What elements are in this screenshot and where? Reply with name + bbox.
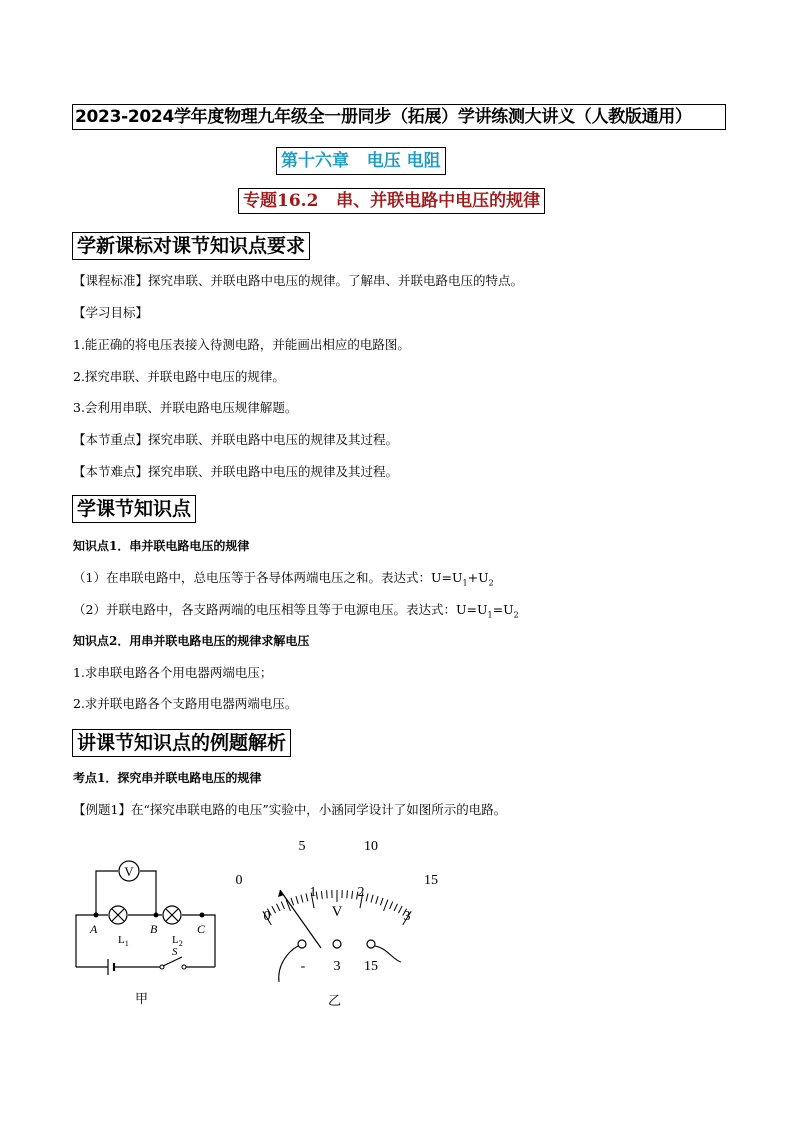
knowledge-point-2-item-2: 2.求并联电路各个支路用电器两端电压。 xyxy=(73,696,298,711)
knowledge-point-1-item-1: （1）在串联电路中，总电压等于各导体两端电压之和。表达式：$U=U_1+U_2$ xyxy=(73,570,494,588)
dial-tick xyxy=(347,890,348,898)
terminal-15 xyxy=(367,940,375,948)
lamp-l1-symbol xyxy=(109,906,127,924)
outer-label-0: 0 xyxy=(235,873,243,888)
dial-tick xyxy=(327,890,328,898)
dial-tick xyxy=(398,906,402,913)
knowledge-point-2-item-1: 1.求串联电路各个用电器两端电压； xyxy=(73,665,273,680)
document-title: 2023-2024学年度物理九年级全一册同步（拓展）学讲练测大讲义（人教版通用） xyxy=(72,104,726,130)
dial-tick xyxy=(390,902,393,909)
topic-title: 专题16.2 串、并联电路中电压的规律 xyxy=(238,188,545,214)
dial-tick xyxy=(394,904,397,911)
lamp-l1-label: $L_1$ xyxy=(118,934,129,948)
outer-label-10: 10 xyxy=(364,839,378,854)
section-heading-examples: 讲课节知识点的例题解析 xyxy=(72,729,291,757)
wire-right xyxy=(375,946,401,962)
terminal-label-3: 3 xyxy=(333,959,341,974)
terminal-label-15: 15 xyxy=(364,959,378,974)
outer-label-5: 5 xyxy=(298,839,306,854)
dial-tick xyxy=(291,898,294,906)
learning-goal-3: 3.会利用串联、并联电路电压规律解题。 xyxy=(73,400,298,415)
knowledge-point-1-item-2: （2）并联电路中，各支路两端的电压相等且等于电源电压。表达式：$U=U_1=U_2$ xyxy=(73,602,519,620)
point-a-label: A xyxy=(90,922,98,936)
dial-tick xyxy=(296,896,298,904)
test-point-1: 考点1．探究串并联电路电压的规律 xyxy=(73,771,262,785)
chapter-title: 第十六章 电压 电阻 xyxy=(276,147,446,175)
dial-tick xyxy=(366,893,368,901)
terminal-label-negative: - xyxy=(300,959,306,974)
figure-caption-jia: 甲 xyxy=(135,992,149,1007)
wire-left xyxy=(279,946,298,982)
outer-label-15: 15 xyxy=(424,873,438,888)
key-point: 【本节重点】探究串联、并联电路中电压的规律及其过程。 xyxy=(73,432,399,447)
unit-label: V xyxy=(331,904,343,920)
point-b-label: B xyxy=(150,922,158,936)
dial-tick xyxy=(306,893,308,901)
knowledge-point-1-title: 知识点1．串并联电路电压的规律 xyxy=(73,539,250,553)
circuit-diagram xyxy=(60,845,230,975)
switch-lever xyxy=(163,957,182,966)
voltmeter-dial xyxy=(225,830,450,990)
learning-goal-1: 1.能正确的将电压表接入待测电路，并能画出相应的电路图。 xyxy=(73,337,410,352)
switch-label: S xyxy=(172,946,178,958)
dial-tick xyxy=(277,904,280,911)
example-1: 【例题1】在“探究串联电路的电压”实验中，小涵同学设计了如图所示的电路。 xyxy=(73,802,507,817)
figure-caption-yi: 乙 xyxy=(328,994,342,1009)
learning-goal-2: 2.探究串联、并联电路中电压的规律。 xyxy=(73,369,285,384)
dial-tick xyxy=(281,902,284,909)
inner-label-3: 3 xyxy=(403,909,411,924)
section-heading-knowledge: 学课节知识点 xyxy=(72,495,196,523)
point-c-label: C xyxy=(197,922,206,936)
voltmeter-label: V xyxy=(124,864,134,879)
dial-tick xyxy=(384,900,388,911)
dial-tick xyxy=(272,906,276,913)
lamp-l2-label: $L_2$ xyxy=(172,934,183,948)
inner-label-0: 0 xyxy=(263,909,271,924)
course-standard: 【课程标准】探究串联、并联电路中电压的规律。了解串、并联电路电压的特点。 xyxy=(73,273,524,288)
dial-tick xyxy=(301,895,303,903)
dial-tick xyxy=(352,891,353,899)
inner-label-2: 2 xyxy=(357,885,365,900)
section-heading-requirements: 学新课标对课节知识点要求 xyxy=(72,232,310,260)
knowledge-point-2-title: 知识点2．用串并联电路电压的规律求解电压 xyxy=(73,634,310,648)
terminal-negative xyxy=(298,940,306,948)
difficulty-point: 【本节难点】探究串联、并联电路中电压的规律及其过程。 xyxy=(73,464,399,479)
lamp-l2-symbol xyxy=(163,906,181,924)
inner-label-1: 1 xyxy=(309,885,317,900)
dial-tick xyxy=(376,896,378,904)
dial-tick xyxy=(371,895,373,903)
terminal-3 xyxy=(333,940,341,948)
learning-goals-label: 【学习目标】 xyxy=(73,305,149,320)
dial-tick xyxy=(321,891,322,899)
dial-tick xyxy=(380,898,383,906)
